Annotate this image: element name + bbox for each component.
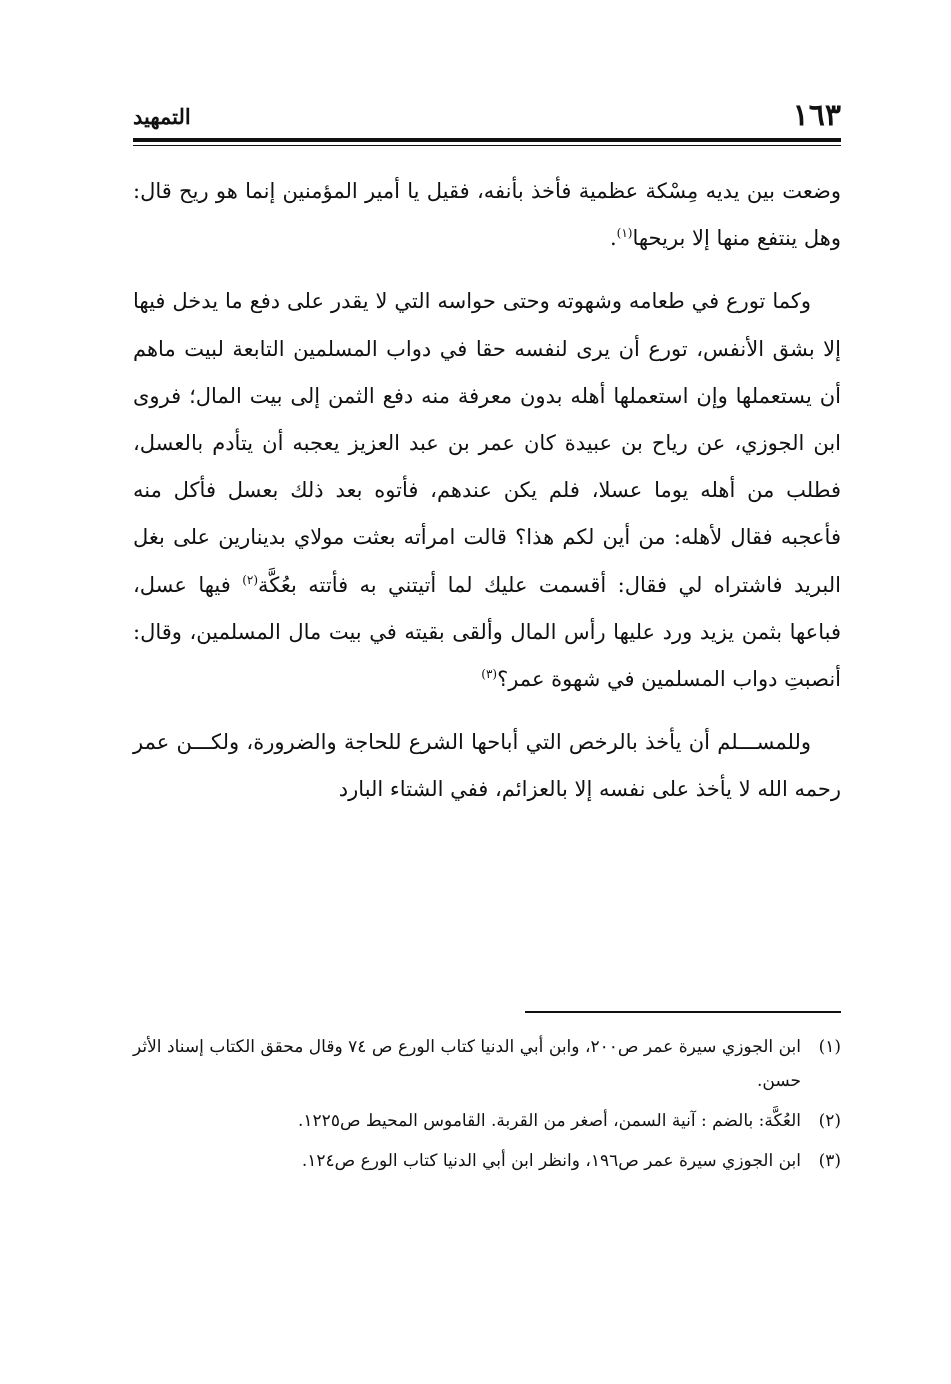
page-header: [133, 98, 841, 134]
footnote-3: [133, 1144, 841, 1178]
main-text: [133, 168, 841, 814]
footnote-text: العُكَّة: بالضم : آنية السمن، أصغر من القربة. القاموس المحيط ص١٢٢٥.: [298, 1111, 801, 1131]
paragraph-end: .: [609, 226, 617, 251]
footnote-ref-1: (١): [616, 226, 633, 241]
running-title: التمهيد: [133, 104, 191, 129]
footnote-ref-3: (٣): [481, 667, 498, 682]
paragraph-3: [133, 719, 841, 813]
paragraph-text: وكما تورع في طعامه وشهوته وحتى حواسه التي لا يقدر على دفع ما يدخل فيها إلا بشق الأنفس، تورع أن يرى لنفسه حقا في دواب المسلمين التابعة لبيت ماهم أن يستعملها وإن استعملها أهله بدون معرفة منه دفع الثمن إلى بيت المال؛ فروى ابن الجوزي، عن رياح بن عبيدة كان عمر بن عبد العزيز يعجبه أن يتأدم بالعسل، فطلب من أهله يوما عسلا، فلم يكن عندهم، فأتوه بعد ذلك بعسل فأكل منه فأعجبه فقال لأهله: من أين لكم هذا؟ قالت امرأته بعثت مولاي بدينارين على بغل البريد فاشتراه لي فقال: أقسمت عليك لما أتيتني به فأتته بعُكَّة: [133, 289, 841, 597]
footnote-number: (١): [818, 1037, 841, 1057]
footnotes: [133, 1030, 841, 1184]
footnote-text: ابن الجوزي سيرة عمر ص١٩٦، وانظر ابن أبي الدنيا كتاب الورع ص١٢٤.: [301, 1151, 801, 1171]
paragraph-2: [133, 278, 841, 703]
paragraph-1: [133, 168, 841, 262]
header-rule-thin: [133, 145, 841, 146]
footnote-text: ابن الجوزي سيرة عمر ص٢٠٠، وابن أبي الدنيا كتاب الورع ص ٧٤ وقال محقق الكتاب إسناد الأثر حسن.: [133, 1037, 801, 1091]
footnote-separator: [525, 1011, 841, 1013]
paragraph-text: وللمســـلم أن يأخذ بالرخص التي أباحها الشرع للحاجة والضرورة، ولكـــن عمر رحمه الله لا يأخذ على نفسه إلا بالعزائم، ففي الشتاء البارد: [133, 730, 841, 802]
footnote-ref-2: (٢): [242, 572, 259, 587]
footnote-2: [133, 1104, 841, 1138]
footnote-number: (٢): [818, 1111, 841, 1131]
paragraph-text-continued: فيها عسل، فباعها بثمن يزيد ورد عليها رأس المال وألقى بقيته في بيت مال المسلمين، وقال: أنصبتِ دواب المسلمين في شهوة عمر؟: [133, 572, 841, 692]
header-rule-thick: [133, 138, 841, 142]
paragraph-text: وضعت بين يديه مِسْكة عظمية فأخذ بأنفه، فقيل يا أمير المؤمنين إنما هو ريح قال: وهل ينتفع منها إلا بريحها: [133, 179, 841, 251]
footnote-number: (٣): [818, 1151, 841, 1171]
footnote-1: [133, 1030, 841, 1098]
page-number: ١٦٣: [792, 98, 841, 133]
